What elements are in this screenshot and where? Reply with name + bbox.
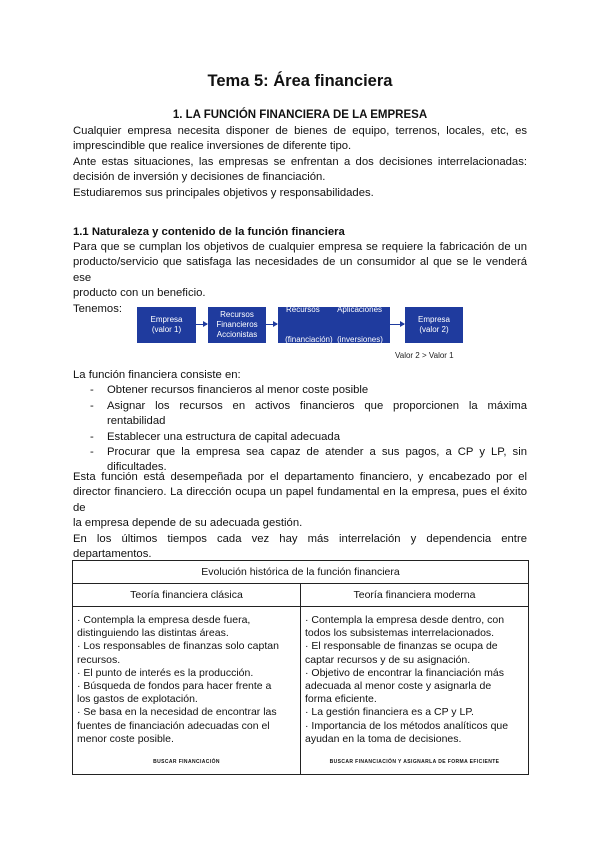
cell-line: recursos. <box>77 653 121 666</box>
cell-line: los gastos de explotación. <box>77 693 198 706</box>
box-label: Financieros <box>216 320 258 329</box>
cell-line: · Los responsables de finanzas solo captan <box>77 640 279 653</box>
diagram-note: Valor 2 > Valor 1 <box>395 351 454 360</box>
text-line: Tenemos: <box>73 302 122 315</box>
list-item: - Asignar los recursos en activos financieros que proporcionen la máxima rentabilidad <box>73 399 527 430</box>
cell-line: · El punto de interés es la producción. <box>77 666 254 679</box>
table-header-row <box>73 584 529 607</box>
cell-line: adecuada al menor coste y asignarla de <box>305 680 492 693</box>
box-label: Accionistas <box>216 330 258 339</box>
list-intro: La función financiera consiste en: <box>73 369 241 381</box>
column-header-clasica: Teoría financiera clásica <box>73 584 301 607</box>
cell-line: · Se basa en la necesidad de encontrar las <box>77 706 277 719</box>
diagram-box-recursos-aplicaciones <box>278 307 390 343</box>
text-line: Cualquier empresa necesita disponer de bienes de equipo, terrenos, locales, etc, es <box>73 125 527 137</box>
cell-line: · Contempla la empresa desde fuera, <box>77 614 251 626</box>
arrow-right-icon <box>266 324 277 325</box>
cell-moderna <box>301 607 529 775</box>
arrow-right-icon <box>196 324 207 325</box>
box-label: Empresa <box>417 315 450 324</box>
table-row <box>73 607 529 775</box>
text-line: producto/servicio que satisfaga las necesidades de un consumidor al que se le venderá ese <box>73 256 527 284</box>
cell-clasica <box>73 607 301 775</box>
text-line: Estudiaremos sus principales objetivos y responsabilidades. <box>73 186 374 199</box>
diagram-box-empresa-valor2 <box>405 307 463 343</box>
consiste-section <box>73 368 527 476</box>
text-line: director financiero. La dirección ocupa un papel fundamental en la empresa, pues el éxito de <box>73 486 527 514</box>
cell-line: · La gestión financiera es a CP y LP. <box>305 706 474 719</box>
section-1-text <box>73 124 527 201</box>
box-label: (financiación) (inversiones) <box>285 335 383 344</box>
cell-line: · Importancia de los métodos analíticos que <box>305 719 509 732</box>
table-caption: Evolución histórica de la función financiera <box>73 561 529 584</box>
cell-line: · Objetivo de encontrar la financiación más <box>305 666 505 679</box>
cell-line: · Búsqueda de fondos para hacer frente a <box>77 680 272 693</box>
text-line: la empresa depende de su adecuada gestión. <box>73 517 303 530</box>
text-line: imprescindible que realice inversiones de diferente tipo. <box>73 140 352 153</box>
evolution-table <box>72 560 529 775</box>
text-line: decisión de inversión y decisiones de financiación. <box>73 171 326 184</box>
cell-line: fuentes de financiación adecuadas con el <box>77 719 270 732</box>
cell-line: · Contempla la empresa desde dentro, con <box>305 614 505 626</box>
cell-line: captar recursos y de su asignación. <box>305 653 471 666</box>
text-line: En los últimos tiempos cada vez hay más interrelación y dependencia entre departamentos. <box>73 532 527 561</box>
cell-line: distinguiendo las distintas áreas. <box>77 627 229 640</box>
diagram-box-empresa-valor1 <box>137 307 196 343</box>
text-line: Ante estas situaciones, las empresas se enfrentan a dos decisiones interrelacionadas: <box>73 155 527 168</box>
list-item: - Obtener recursos financieros al menor coste posible <box>73 383 527 398</box>
page-title: Tema 5: Área financiera <box>207 72 393 90</box>
table-caption-row <box>73 561 529 584</box>
list-item: - Establecer una estructura de capital adecuada <box>73 430 527 445</box>
box-label: (valor 2) <box>419 325 449 334</box>
cell-line: ayudan en la toma de decisiones. <box>305 732 462 745</box>
cell-footer-moderna: BUSCAR FINANCIACIÓN Y ASIGNARLA DE FORMA EFICIENTE <box>329 759 500 766</box>
cell-footer-clasica: BUSCAR FINANCIACIÓN <box>153 759 220 766</box>
arrow-right-icon <box>390 324 404 325</box>
section-heading-1-1: 1.1 Naturaleza y contenido de la función financiera <box>73 226 345 238</box>
cell-line: forma eficiente. <box>305 693 377 706</box>
cell-line: · El responsable de finanzas se ocupa de <box>305 640 498 653</box>
box-label: Recursos Aplicaciones <box>285 305 383 314</box>
list-item: - Procurar que la empresa sea capaz de atender a sus pagos, a CP y LP, sin dificultades. <box>73 445 527 476</box>
text-line: Para que se cumplan los objetivos de cualquier empresa se requiere la fabricación de un <box>73 241 527 253</box>
text-line: producto con un beneficio. <box>73 287 206 300</box>
cell-line: menor coste posible. <box>77 732 174 745</box>
text-line: Esta función está desempeñada por el departamento financiero, y encabezado por el <box>73 471 527 483</box>
column-header-moderna: Teoría financiera moderna <box>301 584 529 607</box>
section-heading-1: 1. LA FUNCIÓN FINANCIERA DE LA EMPRESA <box>172 109 428 121</box>
cell-line: todos los subsistemas interrelacionados. <box>305 627 495 640</box>
diagram-box-recursos-financieros <box>208 307 266 343</box>
function-list <box>73 383 527 475</box>
box-label: (valor 1) <box>151 325 182 334</box>
departamento-text <box>73 470 527 562</box>
box-label: Empresa <box>150 315 183 324</box>
box-label: Recursos <box>220 310 254 319</box>
